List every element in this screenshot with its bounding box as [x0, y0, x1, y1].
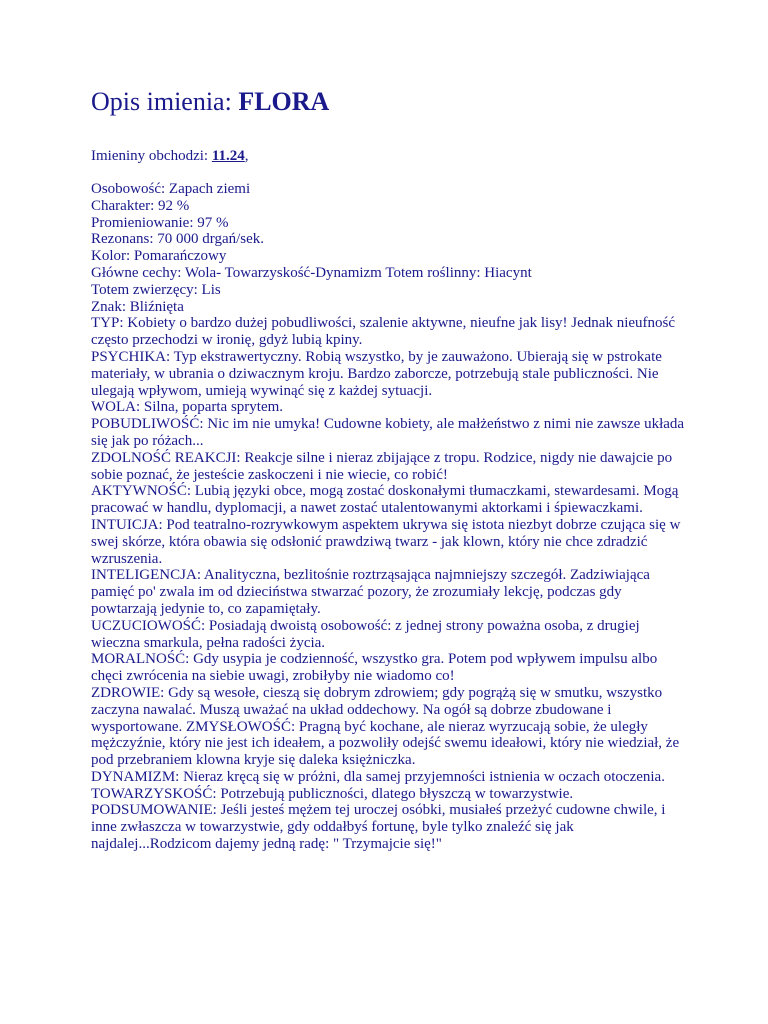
document-page: [91, 86, 691, 853]
nameday-line: [91, 148, 691, 165]
line-animal-totem: Totem zwierzęcy: Lis: [91, 281, 221, 298]
line-type: TYP: Kobiety o bardzo dużej pobudliwości, szalenie aktywne, nieufne jak lisy! Jednak nieufność często przechodzi w ironię, gdyż lubią kpiny.: [91, 315, 676, 349]
title-prefix: Opis imienia:: [91, 87, 239, 116]
line-summary: PODSUMOWANIE: Jeśli jesteś mężem tej uroczej osóbki, musiałeś przeżyć cudowne chwile, i inne zwłaszcza w towarzystwie, gdy oddałbyś fortunę, byle tylko znaleźć się jak najdalej...Rodzicom dajemy jedną radę: " Trzymajcie się!": [91, 802, 666, 853]
line-intuition: INTUICJA: Pod teatralno-rozrywkowym aspektem ukrywa się istota niezbyt dobrze czująca się w swej skórze, która obawia się odsłonić prawdziwą twarz - jak klown, który nie chce zdradzić wzruszenia.: [91, 516, 681, 567]
nameday-suffix: ,: [244, 148, 249, 164]
line-personality: Osobowość: Zapach ziemi: [91, 181, 251, 197]
description-body: [91, 181, 691, 853]
line-radiation: Promieniowanie: 97 %: [91, 214, 229, 231]
line-reaction: ZDOLNOŚĆ REAKCJI: Reakcje silne i nieraz zbijające z tropu. Rodzice, nigdy nie dawajcie po sobie poznać, że jesteście zaskoczeni i nie wiecie, co robić!: [91, 449, 673, 483]
title-name: FLORA: [238, 87, 330, 116]
line-morality: MORALNOŚĆ: Gdy usypia je codzienność, wszystko gra. Potem pod wpływem impulsu albo chęci zwrócenia na siebie uwagi, zrobiłyby nie wiadomo co!: [91, 651, 658, 685]
line-character: Charakter: 92 %: [91, 197, 190, 214]
line-psyche: PSYCHIKA: Typ ekstrawertyczny. Robią wszystko, by je zauważono. Ubierają się w pstrokate materiały, w ubrania o dziwacznym kroju. Bardzo zaborcze, potrzebują stale publiczności. Nie ulegają wpływom, umieją wywinąć się z każdej sytuacji.: [91, 348, 662, 399]
line-main-traits: Główne cechy: Wola- Towarzyskość-Dynamizm Totem roślinny: Hiacynt: [91, 264, 532, 281]
line-dynamism: DYNAMIZM: Nieraz kręcą się w próżni, dla samej przyjemności istnienia w oczach otoczenia.: [91, 768, 665, 785]
line-will: WOLA: Silna, poparta sprytem.: [91, 399, 284, 416]
nameday-date-link[interactable]: 11.24: [211, 148, 245, 164]
line-resonance: Rezonans: 70 000 drgań/sek.: [91, 231, 265, 248]
line-health: ZDROWIE: Gdy są wesołe, cieszą się dobrym zdrowiem; gdy pogrążą się w smutku, wszystko zaczyna nawalać. Muszą uważać na układ oddechowy. Na ogół są dobrze zbudowane i wysportowane. ZMYSŁOWOŚĆ: Pragną być kochane, ale nieraz wyrzucają sobie, że uległy mężczyźnie, który nie jest ich ideałem, a pozwoliły odejść swemu ideałowi, który nie wiedział, że pod przebraniem klowna kryje się daleka księżniczka.: [91, 684, 680, 769]
line-zodiac: Znak: Bliźnięta: [91, 298, 184, 315]
line-excitability: POBUDLIWOŚĆ: Nic im nie umyka! Cudowne kobiety, ale małżeństwo z nimi nie zawsze układa się jak po różach...: [91, 416, 685, 449]
line-sociability: TOWARZYSKOŚĆ: Potrzebują publiczności, dlatego błyszczą w towarzystwie.: [91, 785, 574, 802]
line-activity: AKTYWNOŚĆ: Lubią języki obce, mogą zostać doskonałymi tłumaczkami, stewardesami. Mogą pracować w handlu, dyplomacji, a nawet zostać utalentowanymi aktorkami i śpiewaczkami.: [91, 483, 679, 517]
line-color: Kolor: Pomarańczowy: [91, 248, 227, 265]
line-emotionality: UCZUCIOWOŚĆ: Posiadają dwoistą osobowość: z jednej strony poważna osoba, z drugiej wieczna smarkula, pełna radości życia.: [91, 617, 640, 651]
line-intelligence: INTELIGENCJA: Analityczna, bezlitośnie roztrząsająca najmniejszy szczegół. Zadziwiająca pamięć po' zwala im od dzieciństwa stwarzać pozory, że zrozumiały lekcję, podczas gdy powtarzają jedynie to, co zapamiętały.: [91, 567, 650, 617]
page-title: [91, 86, 691, 118]
nameday-label: Imieniny obchodzi:: [91, 148, 212, 164]
